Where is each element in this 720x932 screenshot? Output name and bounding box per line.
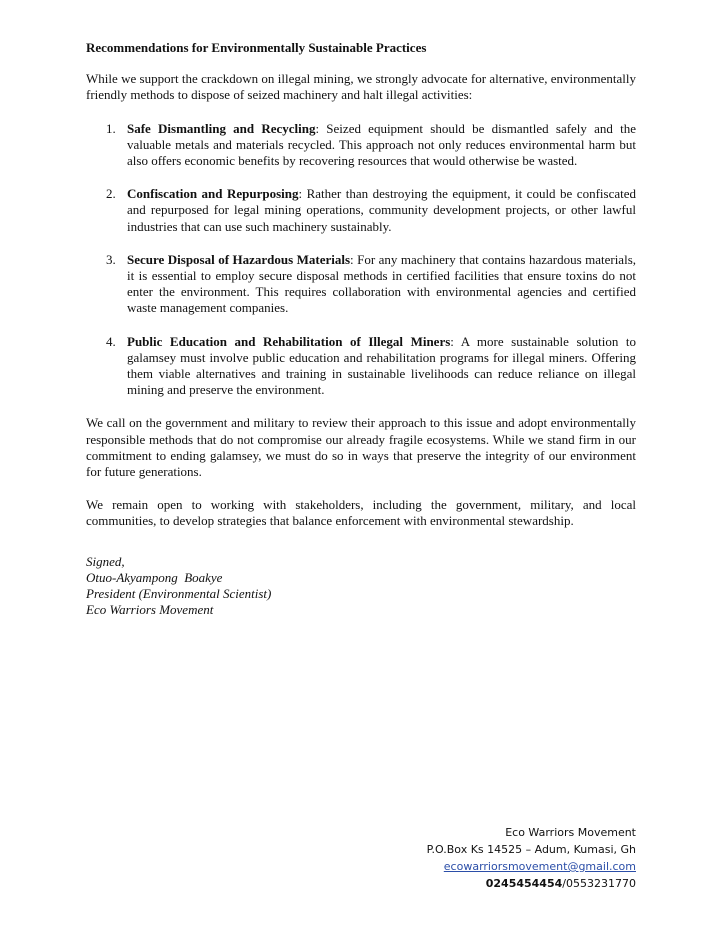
recommendation-item	[86, 334, 636, 399]
footer-organization: Eco Warriors Movement	[505, 826, 636, 839]
footer-address: P.O.Box Ks 14525 – Adum, Kumasi, Gh	[426, 843, 636, 856]
item-number: 3.	[106, 251, 116, 267]
phone-separator: /	[562, 877, 566, 890]
intro-paragraph: While we support the crackdown on illegal mining, we strongly advocate for alternative, environmentally friendly methods to dispose of seized machinery and halt illegal activities:	[86, 71, 636, 103]
signatory-organization: Eco Warriors Movement	[86, 602, 214, 618]
section-heading: Recommendations for Environmentally Sustainable Practices	[86, 40, 427, 55]
recommendations-list	[86, 121, 636, 399]
item-number: 4.	[106, 333, 116, 349]
closing-paragraph: We remain open to working with stakeholders, including the government, military, and local communities, to develop strategies that balance enforcement with environmental stewardship.	[86, 497, 636, 529]
item-number: 2.	[106, 186, 116, 202]
recommendation-text: : A more sustainable solution to galamsey must involve public education and rehabilitation programs for illegal miners. Offering them viable alternatives and training in sustainable livelihoods can reduce reliance on illegal mining and preserve the environment.	[127, 333, 636, 398]
letter-body	[86, 40, 636, 618]
recommendation-title: Confiscation and Repurposing	[127, 186, 299, 202]
recommendation-text: : Rather than destroying the equipment, it could be confiscated and repurposed for legal mining operations, community development projects, or other lawful industries that can use such machinery sustainably.	[127, 186, 636, 234]
recommendation-item	[86, 186, 636, 235]
signatory-title: President (Environmental Scientist)	[86, 586, 272, 602]
recommendation-title: Public Education and Rehabilitation of Illegal Miners	[127, 333, 451, 349]
recommendation-text: : Seized equipment should be dismantled safely and the valuable metals and materials recycled. This approach not only reduces environmental harm but also offers economic benefits by recovering resources that would otherwise be wasted.	[127, 120, 636, 169]
recommendation-item	[86, 252, 636, 317]
recommendation-title: Secure Disposal of Hazardous Materials	[127, 251, 351, 267]
call-to-action-paragraph: We call on the government and military to review their approach to this issue and adopt environmentally responsible methods that do not compromise our already fragile ecosystems. While we stand firm in our commitment to ending galamsey, we must do so in ways that preserve the integrity of our environment for future generations.	[86, 415, 636, 480]
recommendation-text: : For any machinery that contains hazardous materials, it is essential to employ secure disposal methods in certified facilities that ensure toxins do not enter the environment. This requires collaboration with environmental agencies and certified waste management companies.	[127, 251, 637, 316]
signed-label: Signed,	[86, 553, 125, 569]
item-number: 1.	[106, 120, 116, 136]
signature-block	[86, 554, 636, 619]
email-link[interactable]: ecowarriorsmovement@gmail.com	[443, 860, 636, 873]
footer-phones	[427, 875, 636, 892]
phone-secondary: 0553231770	[566, 877, 636, 890]
recommendation-title: Safe Dismantling and Recycling	[127, 120, 316, 136]
phone-primary: 0245454454	[485, 877, 563, 890]
recommendation-item	[86, 121, 636, 170]
signatory-name: Otuo-Akyampong Boakye	[86, 569, 223, 585]
contact-footer	[427, 824, 636, 892]
